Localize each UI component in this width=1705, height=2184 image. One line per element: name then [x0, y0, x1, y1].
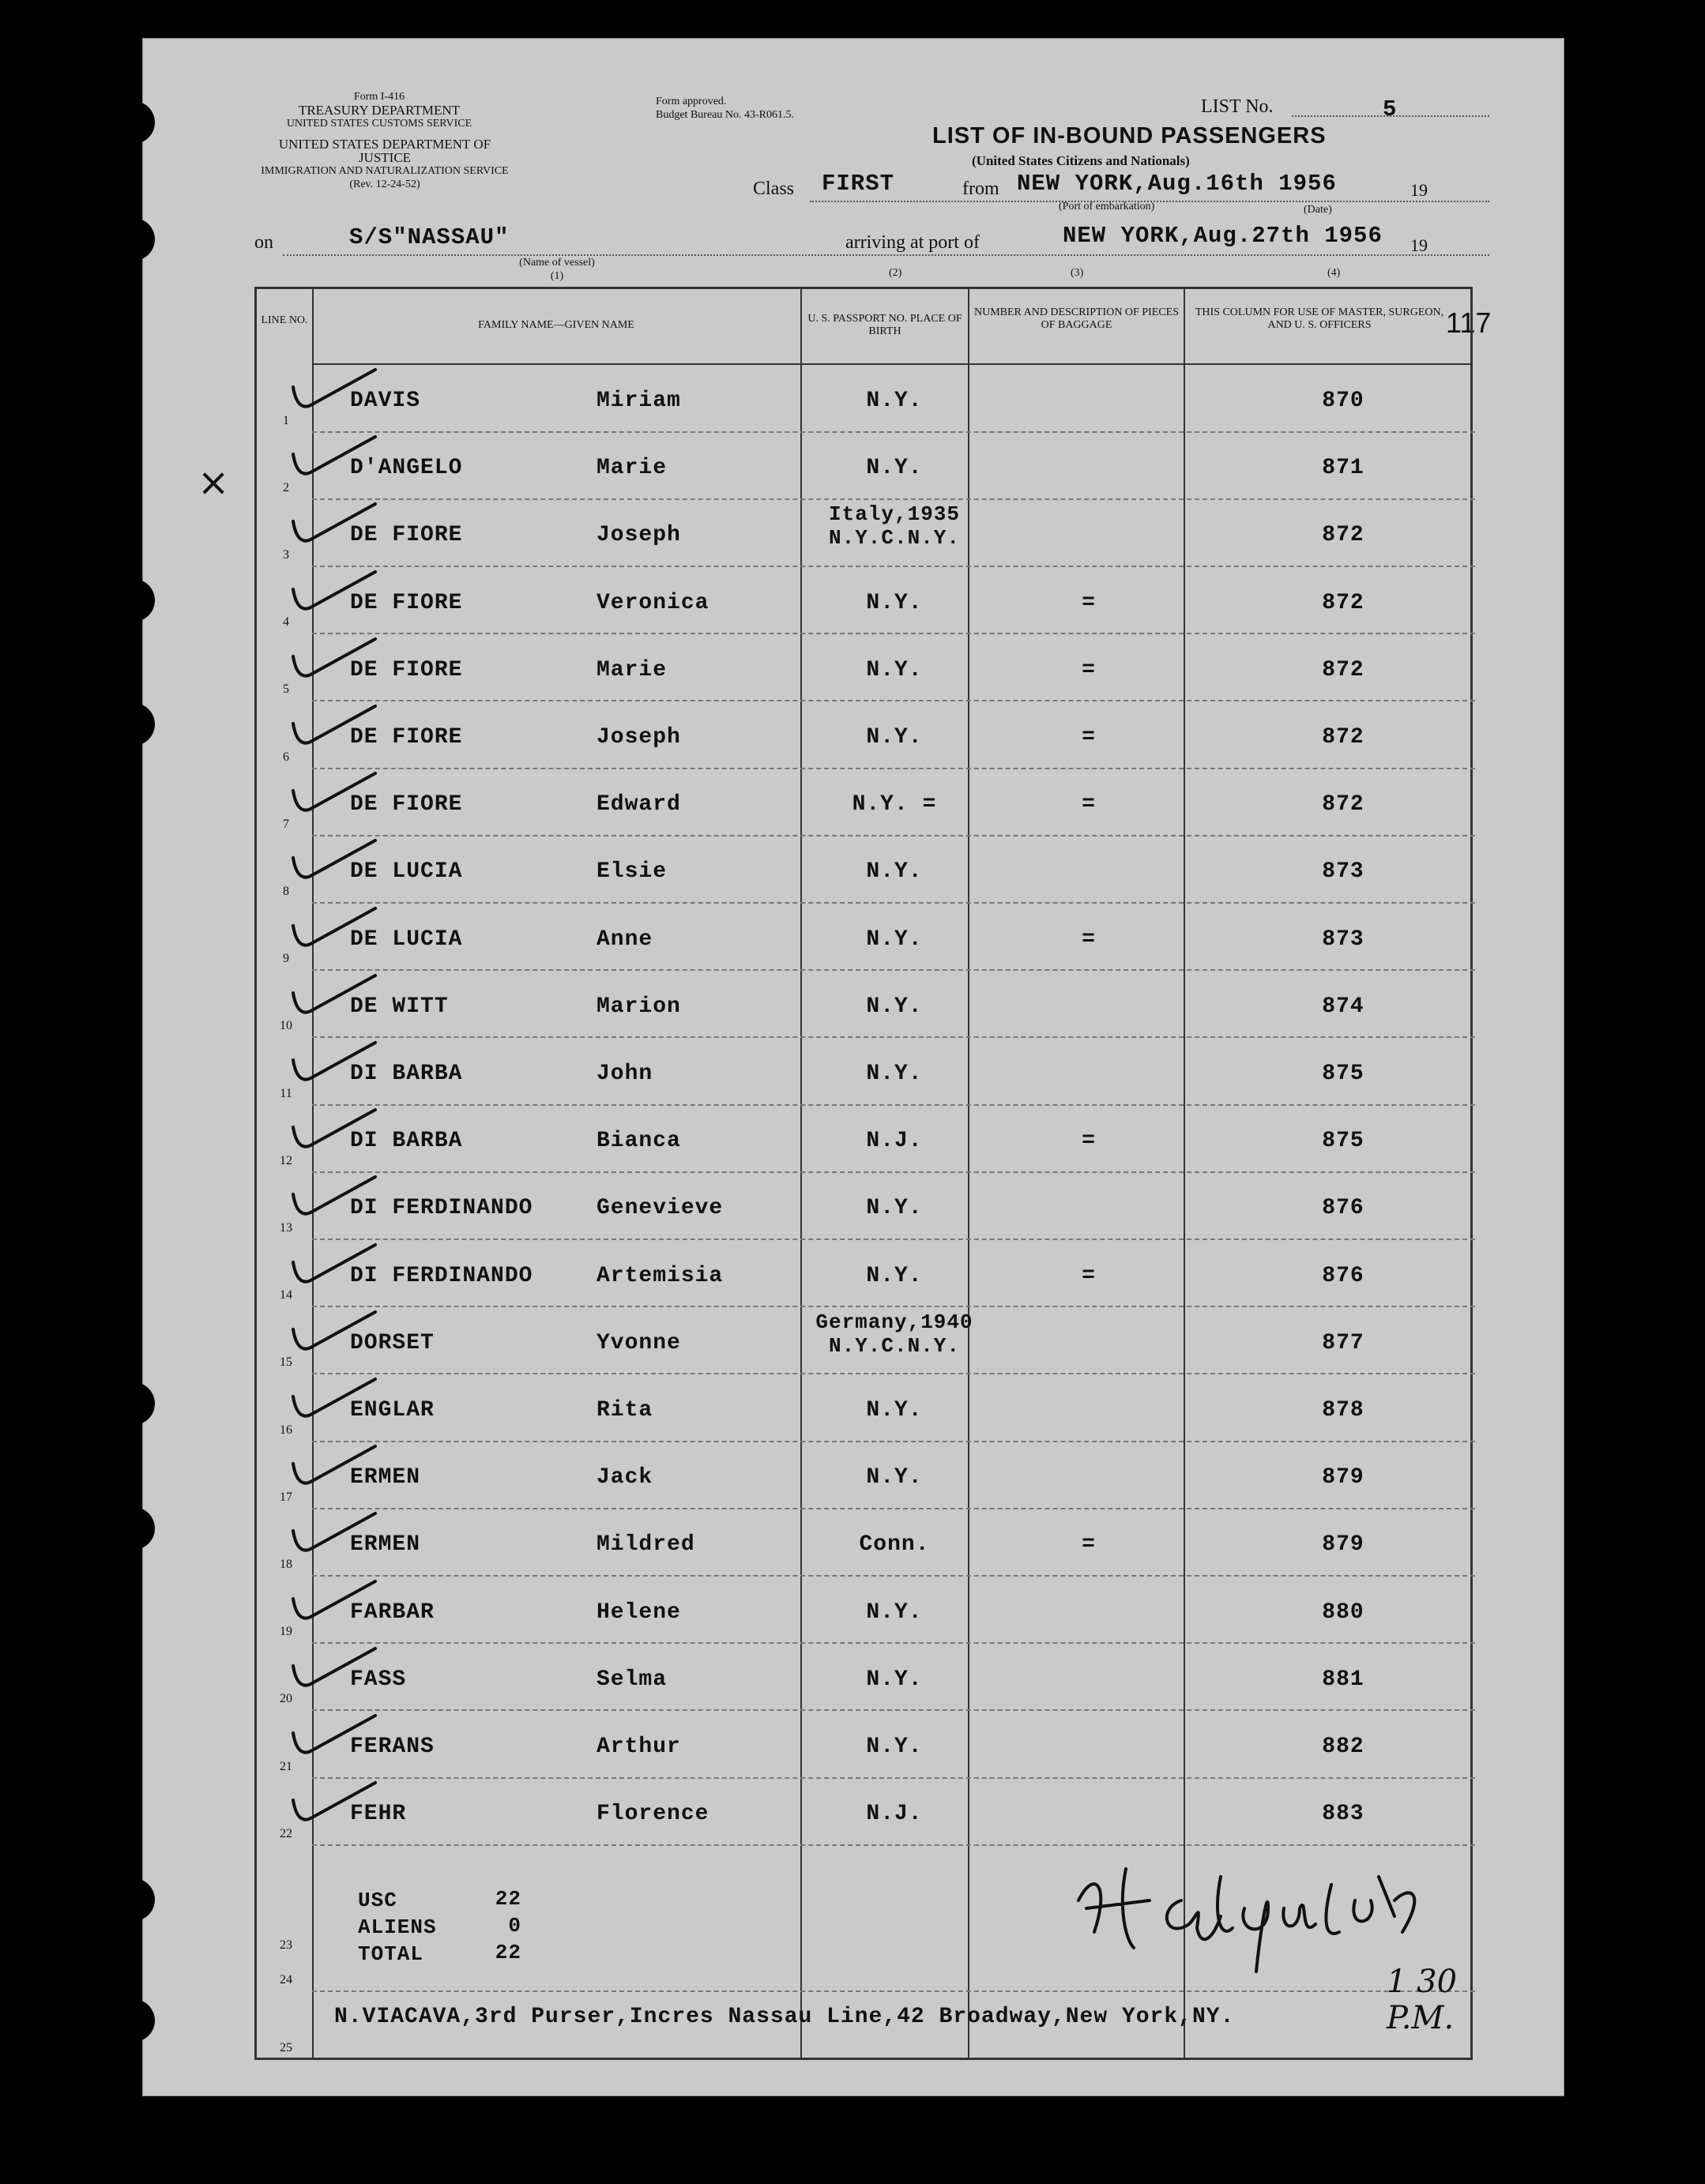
officer-number: 879 — [1322, 1532, 1364, 1558]
table-row — [257, 1577, 1475, 1645]
family-name: FEHR — [350, 1802, 407, 1827]
on-label: on — [254, 232, 273, 253]
table-row — [257, 1711, 1475, 1779]
table-row — [257, 1307, 1475, 1375]
baggage-mark: = — [1082, 1532, 1096, 1558]
baggage-mark: = — [1082, 927, 1096, 952]
arriving-value: NEW YORK,Aug.27th 1956 — [1063, 223, 1383, 249]
given-name: Edward — [597, 792, 681, 818]
place-of-birth: N.Y. — [866, 859, 923, 885]
place-of-birth: N.Y. — [866, 1465, 923, 1490]
approval-text: Form approved. — [656, 96, 727, 107]
baggage-mark: = — [1082, 1129, 1096, 1154]
total-label: TOTAL — [358, 1942, 424, 1966]
family-name: DI BARBA — [350, 1129, 463, 1154]
given-name: John — [597, 1062, 653, 1086]
place-of-birth: N.Y. — [866, 389, 923, 413]
given-name: Miriam — [597, 389, 681, 413]
place-of-birth: N.Y. — [866, 927, 923, 952]
officer-number: 873 — [1322, 859, 1364, 885]
table-row — [257, 567, 1475, 635]
budget-bureau-no: Budget Bureau No. 43-R061.5. — [656, 109, 794, 121]
baggage-mark: = — [1082, 792, 1096, 818]
line-number: 12 — [280, 1153, 292, 1167]
purser-line: N.VIACAVA,3rd Purser,Incres Nassau Line,42 Broadway,New York,NY. — [334, 2005, 1235, 2029]
family-name: DI BARBA — [350, 1062, 463, 1086]
binder-hole — [112, 1999, 155, 2042]
approval-block — [656, 95, 794, 122]
family-name: ERMEN — [350, 1532, 421, 1558]
line-number: 24 — [280, 1973, 292, 1987]
summary-values — [482, 1885, 521, 1966]
place-of-birth: Conn. — [859, 1532, 930, 1558]
year-prefix-2: 19 — [1410, 235, 1428, 255]
family-name: DE FIORE — [350, 657, 463, 682]
document-page — [142, 38, 1564, 2096]
revision: (Rev. 12-24-52) — [349, 179, 420, 190]
line-number: 6 — [283, 750, 289, 764]
officer-number: 872 — [1322, 725, 1364, 750]
officer-number: 879 — [1322, 1465, 1364, 1490]
place-of-birth: N.Y. — [866, 994, 923, 1019]
family-name: DE FIORE — [350, 590, 463, 615]
line-number: 25 — [280, 2041, 292, 2054]
line-number: 14 — [280, 1288, 292, 1303]
purser-row — [257, 1992, 1475, 2060]
line-number: 9 — [283, 952, 289, 966]
ins-service: IMMIGRATION AND NATURALIZATION SERVICE — [261, 165, 509, 177]
binder-hole — [112, 579, 155, 622]
birth-line-1: Italy,1935 — [828, 502, 961, 527]
family-name: DE FIORE — [350, 523, 463, 548]
family-name: DE FIORE — [350, 725, 463, 750]
given-name: Helene — [597, 1599, 681, 1625]
family-name: D'ANGELO — [350, 456, 463, 481]
place-of-birth: N.Y. — [866, 1196, 923, 1221]
officer-number: 873 — [1322, 927, 1364, 952]
list-no-label: LIST No. — [1201, 96, 1274, 117]
line-number: 16 — [280, 1423, 292, 1437]
family-name: DE LUCIA — [350, 927, 463, 952]
place-of-birth: N.Y. — [866, 1263, 923, 1288]
given-name: Rita — [597, 1398, 653, 1423]
officer-number: 875 — [1322, 1062, 1364, 1086]
given-name: Florence — [597, 1802, 709, 1827]
col-header-baggage: NUMBER AND DESCRIPTION OF PIECES OF BAGGAGE — [973, 306, 1180, 331]
place-of-birth: N.Y. — [866, 590, 923, 615]
justice-dept: UNITED STATES DEPARTMENT OF JUSTICE — [278, 137, 491, 165]
officer-number: 872 — [1322, 590, 1364, 615]
from-label: from — [962, 179, 999, 199]
given-name: Genevieve — [597, 1196, 724, 1221]
given-name: Mildred — [597, 1532, 695, 1558]
given-name: Marie — [597, 657, 668, 682]
vessel-caption — [498, 256, 616, 283]
officer-number: 878 — [1322, 1398, 1364, 1423]
table-row — [257, 432, 1475, 500]
officer-number: 872 — [1322, 523, 1364, 548]
line-number: 22 — [280, 1826, 292, 1840]
caption-4: (4) — [1327, 267, 1341, 279]
officer-number: 883 — [1322, 1802, 1364, 1827]
family-name: FARBAR — [350, 1599, 435, 1625]
passenger-table — [254, 287, 1473, 2060]
baggage-mark: = — [1082, 657, 1096, 682]
family-name: FASS — [350, 1667, 407, 1692]
officer-number: 877 — [1322, 1330, 1364, 1355]
given-name: Elsie — [597, 859, 668, 885]
family-name: DI FERDINANDO — [350, 1196, 533, 1221]
family-name: DI FERDINANDO — [350, 1263, 533, 1288]
line-number: 20 — [280, 1692, 292, 1706]
treasury-dept: TREASURY DEPARTMENT — [298, 103, 461, 118]
given-name: Marion — [597, 994, 681, 1019]
vessel-caption-text: (Name of vessel) — [519, 257, 595, 269]
line-number: 1 — [283, 413, 289, 427]
line-number: 18 — [280, 1557, 292, 1571]
form-number: Form I-416 — [353, 91, 405, 103]
margin-x-mark: × — [198, 460, 230, 505]
line-number: 8 — [283, 884, 289, 898]
table-row — [257, 769, 1475, 836]
line-number: 2 — [283, 480, 289, 494]
binder-hole — [112, 218, 155, 261]
line-number: 15 — [280, 1355, 292, 1370]
table-row — [257, 1509, 1475, 1577]
given-name: Selma — [597, 1667, 668, 1692]
col-header-passport: U. S. PASSPORT NO. PLACE OF BIRTH — [807, 313, 962, 337]
aliens-label: ALIENS — [358, 1915, 437, 1939]
summary-labels — [358, 1887, 437, 1968]
vessel-name: S/S"NASSAU" — [349, 224, 510, 250]
col-header-name: FAMILY NAME—GIVEN NAME — [478, 319, 634, 331]
given-name: Marie — [597, 456, 668, 481]
binder-hole — [112, 101, 155, 144]
page-title: LIST OF IN-BOUND PASSENGERS — [932, 123, 1327, 148]
line-number: 21 — [280, 1759, 292, 1773]
usc-label: USC — [358, 1889, 397, 1912]
line-number: 13 — [280, 1220, 292, 1235]
table-row — [257, 1644, 1475, 1712]
table-row — [257, 365, 1475, 433]
place-of-birth: N.Y. — [866, 1062, 923, 1086]
place-of-birth: N.Y. — [866, 456, 923, 481]
officer-number: 875 — [1322, 1129, 1364, 1154]
place-of-birth — [810, 1310, 979, 1358]
date-caption: (Date) — [1304, 204, 1332, 216]
officer-number: 870 — [1322, 389, 1364, 413]
class-label: Class — [753, 179, 795, 199]
page-number: 117 — [1446, 306, 1492, 339]
list-no-value: 5 — [1383, 96, 1398, 122]
line-number: 17 — [280, 1490, 292, 1504]
place-of-birth: N.J. — [866, 1802, 923, 1827]
baggage-mark: = — [1082, 590, 1096, 615]
customs-service: UNITED STATES CUSTOMS SERVICE — [286, 118, 472, 130]
birth-line-2: N.Y.C.N.Y. — [828, 526, 961, 551]
given-name: Joseph — [597, 725, 681, 750]
binder-hole — [112, 1507, 155, 1550]
officer-number: 876 — [1322, 1263, 1364, 1288]
usc-value: 22 — [495, 1887, 521, 1911]
binder-hole — [112, 703, 155, 746]
binder-hole — [112, 1382, 155, 1425]
arriving-label: arriving at port of — [845, 232, 980, 253]
family-name: DE WITT — [350, 994, 449, 1019]
given-name: Veronica — [597, 590, 709, 615]
officer-number: 872 — [1322, 657, 1364, 682]
given-name: Bianca — [597, 1129, 681, 1154]
table-row — [257, 1105, 1475, 1173]
table-row — [257, 1778, 1475, 1846]
officer-number: 872 — [1322, 792, 1364, 818]
place-of-birth: N.J. — [866, 1129, 923, 1154]
place-of-birth: N.Y. = — [852, 792, 937, 818]
form-id-block — [261, 90, 498, 130]
table-row — [257, 1240, 1475, 1308]
baggage-mark: = — [1082, 725, 1096, 750]
given-name: Anne — [597, 927, 653, 952]
officer-number: 881 — [1322, 1667, 1364, 1692]
table-row — [257, 836, 1475, 904]
place-of-birth: N.Y. — [866, 725, 923, 750]
family-name: DE LUCIA — [350, 859, 463, 885]
port-embark-caption: (Port of embarkation) — [1059, 201, 1155, 212]
aliens-value: 0 — [508, 1914, 521, 1938]
family-name: DE FIORE — [350, 792, 463, 818]
table-row — [257, 1442, 1475, 1509]
line-number: 23 — [280, 1938, 292, 1952]
binder-hole — [112, 1878, 155, 1921]
place-of-birth: N.Y. — [866, 657, 923, 682]
officer-number: 876 — [1322, 1196, 1364, 1221]
table-row — [257, 701, 1475, 769]
line-number: 19 — [280, 1625, 292, 1639]
from-value: NEW YORK,Aug.16th 1956 — [1017, 171, 1337, 197]
birth-line-1: Germany,1940 — [815, 1310, 973, 1334]
table-row — [257, 1172, 1475, 1240]
given-name: Artemisia — [597, 1263, 724, 1288]
place-of-birth: N.Y. — [866, 1398, 923, 1423]
line-number: 4 — [283, 615, 289, 630]
line-number: 5 — [283, 682, 289, 697]
officer-number: 880 — [1322, 1599, 1364, 1625]
year-prefix: 19 — [1410, 180, 1428, 200]
officer-number: 871 — [1322, 456, 1364, 481]
family-name: ERMEN — [350, 1465, 421, 1490]
vessel-caption-num: (1) — [550, 270, 564, 282]
table-row — [257, 1374, 1475, 1442]
line-number: 10 — [280, 1019, 292, 1033]
total-value: 22 — [495, 1941, 521, 1964]
table-row — [257, 904, 1475, 972]
officer-number: 882 — [1322, 1735, 1364, 1759]
class-value: FIRST — [822, 171, 895, 197]
table-row — [257, 971, 1475, 1039]
family-name: DORSET — [350, 1330, 435, 1355]
table-row — [257, 499, 1475, 567]
given-name: Jack — [597, 1465, 653, 1490]
line-number: 11 — [280, 1086, 292, 1100]
place-of-birth: N.Y. — [866, 1735, 923, 1759]
given-name: Yvonne — [597, 1330, 681, 1355]
family-name: ENGLAR — [350, 1398, 435, 1423]
given-name: Joseph — [597, 523, 681, 548]
line-number: 3 — [283, 547, 289, 562]
caption-3: (3) — [1071, 267, 1084, 279]
table-row — [257, 634, 1475, 702]
signature-time-note: 1 30 P.M. — [1387, 1964, 1458, 2036]
page-subtitle: (United States Citizens and Nationals) — [972, 153, 1190, 168]
officer-number: 874 — [1322, 994, 1364, 1019]
place-of-birth: N.Y. — [866, 1599, 923, 1625]
baggage-mark: = — [1082, 1263, 1096, 1288]
family-name: FERANS — [350, 1735, 435, 1759]
caption-2: (2) — [889, 267, 902, 279]
line-number: 7 — [283, 817, 289, 831]
family-name: DAVIS — [350, 389, 421, 413]
place-of-birth — [810, 502, 979, 550]
justice-dept-block — [254, 137, 515, 191]
col-header-officers: THIS COLUMN FOR USE OF MASTER, SURGEON, AND U. S. OFFICERS — [1195, 306, 1444, 331]
place-of-birth: N.Y. — [866, 1667, 923, 1692]
col-header-line: LINE NO. — [261, 314, 308, 326]
given-name: Arthur — [597, 1735, 681, 1759]
birth-line-2: N.Y.C.N.Y. — [828, 1333, 961, 1358]
vessel-underline — [283, 254, 1489, 256]
table-row — [257, 1038, 1475, 1106]
row-rule — [312, 1844, 1475, 1846]
